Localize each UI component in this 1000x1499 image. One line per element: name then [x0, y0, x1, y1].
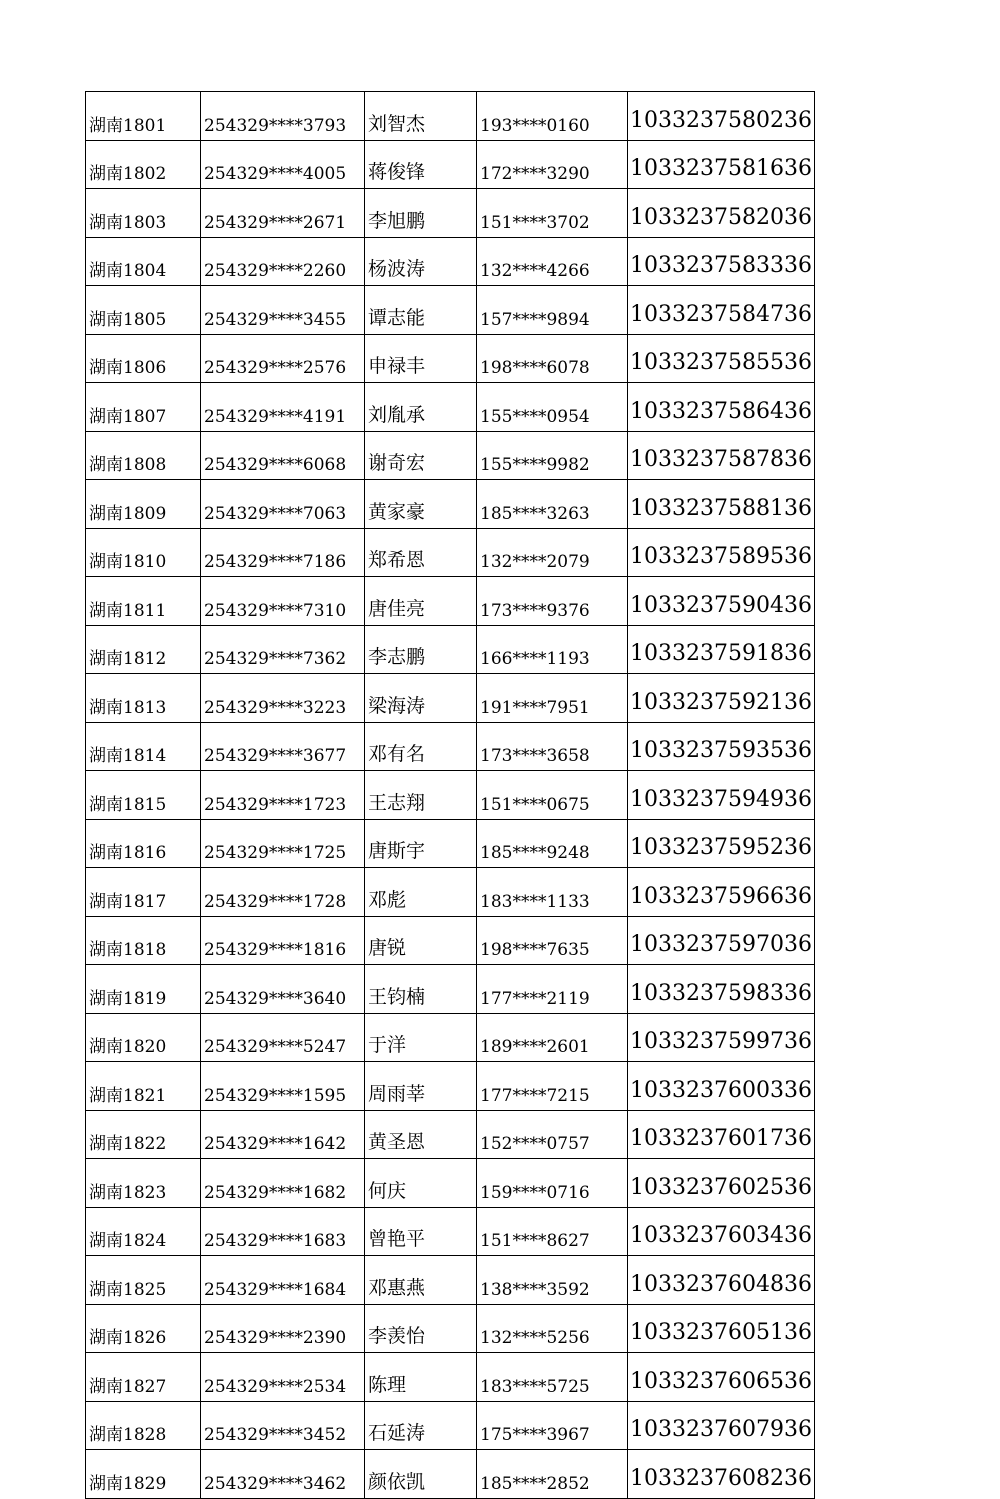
id-number-cell: 254329****3640: [201, 965, 365, 1014]
phone-cell: 177****7215: [477, 1062, 628, 1111]
region-cell: 湖南1829: [86, 1450, 201, 1499]
phone-cell: 175****3967: [477, 1401, 628, 1450]
name-cell: 李旭鹏: [365, 189, 477, 238]
serial-number-cell: 1033237591836: [628, 625, 815, 674]
id-number-cell: 254329****6068: [201, 431, 365, 480]
region-cell: 湖南1824: [86, 1207, 201, 1256]
phone-cell: 151****3702: [477, 189, 628, 238]
serial-number-cell: 1033237586436: [628, 383, 815, 432]
serial-number-cell: 1033237583336: [628, 237, 815, 286]
id-number-cell: 254329****2671: [201, 189, 365, 238]
serial-number-cell: 1033237581636: [628, 140, 815, 189]
id-number-cell: 254329****3462: [201, 1450, 365, 1499]
table-row: [86, 334, 815, 383]
id-number-cell: 254329****2260: [201, 237, 365, 286]
phone-cell: 155****0954: [477, 383, 628, 432]
table-row: [86, 1013, 815, 1062]
serial-number-cell: 1033237593536: [628, 722, 815, 771]
serial-number-cell: 1033237602536: [628, 1159, 815, 1208]
id-number-cell: 254329****1642: [201, 1110, 365, 1159]
phone-cell: 189****2601: [477, 1013, 628, 1062]
name-cell: 颜依凯: [365, 1450, 477, 1499]
phone-cell: 198****7635: [477, 916, 628, 965]
serial-number-cell: 1033237599736: [628, 1013, 815, 1062]
region-cell: 湖南1816: [86, 819, 201, 868]
name-cell: 于洋: [365, 1013, 477, 1062]
id-number-cell: 254329****3452: [201, 1401, 365, 1450]
id-number-cell: 254329****3455: [201, 286, 365, 335]
name-cell: 刘智杰: [365, 92, 477, 141]
phone-cell: 198****6078: [477, 334, 628, 383]
serial-number-cell: 1033237601736: [628, 1110, 815, 1159]
table-row: [86, 1062, 815, 1111]
table-row: [86, 1401, 815, 1450]
serial-number-cell: 1033237587836: [628, 431, 815, 480]
id-number-cell: 254329****7063: [201, 480, 365, 529]
data-table: [85, 91, 815, 1499]
region-cell: 湖南1810: [86, 528, 201, 577]
phone-cell: 193****0160: [477, 92, 628, 141]
name-cell: 李志鹏: [365, 625, 477, 674]
name-cell: 何庆: [365, 1159, 477, 1208]
phone-cell: 159****0716: [477, 1159, 628, 1208]
region-cell: 湖南1806: [86, 334, 201, 383]
name-cell: 唐锐: [365, 916, 477, 965]
name-cell: 杨波涛: [365, 237, 477, 286]
name-cell: 李羡怡: [365, 1304, 477, 1353]
id-number-cell: 254329****1723: [201, 771, 365, 820]
table-row: [86, 140, 815, 189]
region-cell: 湖南1819: [86, 965, 201, 1014]
serial-number-cell: 1033237590436: [628, 577, 815, 626]
region-cell: 湖南1811: [86, 577, 201, 626]
phone-cell: 155****9982: [477, 431, 628, 480]
table-row: [86, 237, 815, 286]
table-row: [86, 819, 815, 868]
region-cell: 湖南1828: [86, 1401, 201, 1450]
id-number-cell: 254329****1683: [201, 1207, 365, 1256]
table-row: [86, 577, 815, 626]
table-row: [86, 528, 815, 577]
name-cell: 蒋俊锋: [365, 140, 477, 189]
region-cell: 湖南1823: [86, 1159, 201, 1208]
name-cell: 郑希恩: [365, 528, 477, 577]
table-row: [86, 480, 815, 529]
name-cell: 王钧楠: [365, 965, 477, 1014]
phone-cell: 177****2119: [477, 965, 628, 1014]
region-cell: 湖南1815: [86, 771, 201, 820]
phone-cell: 172****3290: [477, 140, 628, 189]
phone-cell: 185****3263: [477, 480, 628, 529]
table-row: [86, 965, 815, 1014]
id-number-cell: 254329****3223: [201, 674, 365, 723]
table-row: [86, 1256, 815, 1305]
table-row: [86, 1159, 815, 1208]
serial-number-cell: 1033237597036: [628, 916, 815, 965]
phone-cell: 166****1193: [477, 625, 628, 674]
phone-cell: 157****9894: [477, 286, 628, 335]
serial-number-cell: 1033237594936: [628, 771, 815, 820]
region-cell: 湖南1813: [86, 674, 201, 723]
phone-cell: 191****7951: [477, 674, 628, 723]
region-cell: 湖南1803: [86, 189, 201, 238]
id-number-cell: 254329****4005: [201, 140, 365, 189]
serial-number-cell: 1033237595236: [628, 819, 815, 868]
table-row: [86, 1207, 815, 1256]
serial-number-cell: 1033237596636: [628, 868, 815, 917]
serial-number-cell: 1033237608236: [628, 1450, 815, 1499]
table-row: [86, 916, 815, 965]
name-cell: 谭志能: [365, 286, 477, 335]
id-number-cell: 254329****4191: [201, 383, 365, 432]
name-cell: 周雨莘: [365, 1062, 477, 1111]
table-row: [86, 674, 815, 723]
table-row: [86, 1304, 815, 1353]
name-cell: 曾艳平: [365, 1207, 477, 1256]
phone-cell: 138****3592: [477, 1256, 628, 1305]
table-row: [86, 286, 815, 335]
phone-cell: 151****8627: [477, 1207, 628, 1256]
serial-number-cell: 1033237592136: [628, 674, 815, 723]
id-number-cell: 254329****2576: [201, 334, 365, 383]
serial-number-cell: 1033237607936: [628, 1401, 815, 1450]
serial-number-cell: 1033237605136: [628, 1304, 815, 1353]
name-cell: 邓有名: [365, 722, 477, 771]
table-row: [86, 868, 815, 917]
name-cell: 谢奇宏: [365, 431, 477, 480]
name-cell: 石延涛: [365, 1401, 477, 1450]
phone-cell: 151****0675: [477, 771, 628, 820]
id-number-cell: 254329****7362: [201, 625, 365, 674]
id-number-cell: 254329****7186: [201, 528, 365, 577]
serial-number-cell: 1033237588136: [628, 480, 815, 529]
id-number-cell: 254329****3677: [201, 722, 365, 771]
region-cell: 湖南1814: [86, 722, 201, 771]
phone-cell: 185****9248: [477, 819, 628, 868]
id-number-cell: 254329****1728: [201, 868, 365, 917]
table-row: [86, 92, 815, 141]
serial-number-cell: 1033237585536: [628, 334, 815, 383]
id-number-cell: 254329****1684: [201, 1256, 365, 1305]
name-cell: 王志翔: [365, 771, 477, 820]
table-row: [86, 1353, 815, 1402]
name-cell: 邓彪: [365, 868, 477, 917]
region-cell: 湖南1821: [86, 1062, 201, 1111]
id-number-cell: 254329****1595: [201, 1062, 365, 1111]
serial-number-cell: 1033237582036: [628, 189, 815, 238]
serial-number-cell: 1033237604836: [628, 1256, 815, 1305]
region-cell: 湖南1827: [86, 1353, 201, 1402]
name-cell: 黄圣恩: [365, 1110, 477, 1159]
phone-cell: 183****5725: [477, 1353, 628, 1402]
table-row: [86, 1110, 815, 1159]
name-cell: 唐佳亮: [365, 577, 477, 626]
region-cell: 湖南1812: [86, 625, 201, 674]
region-cell: 湖南1817: [86, 868, 201, 917]
table-row: [86, 722, 815, 771]
table-row: [86, 431, 815, 480]
phone-cell: 183****1133: [477, 868, 628, 917]
serial-number-cell: 1033237598336: [628, 965, 815, 1014]
phone-cell: 132****2079: [477, 528, 628, 577]
phone-cell: 173****3658: [477, 722, 628, 771]
phone-cell: 132****5256: [477, 1304, 628, 1353]
id-number-cell: 254329****7310: [201, 577, 365, 626]
table-row: [86, 771, 815, 820]
id-number-cell: 254329****5247: [201, 1013, 365, 1062]
name-cell: 陈理: [365, 1353, 477, 1402]
phone-cell: 173****9376: [477, 577, 628, 626]
id-number-cell: 254329****2390: [201, 1304, 365, 1353]
region-cell: 湖南1805: [86, 286, 201, 335]
serial-number-cell: 1033237603436: [628, 1207, 815, 1256]
name-cell: 刘胤承: [365, 383, 477, 432]
table-row: [86, 383, 815, 432]
table-body: [86, 92, 815, 1499]
region-cell: 湖南1808: [86, 431, 201, 480]
table-row: [86, 625, 815, 674]
id-number-cell: 254329****2534: [201, 1353, 365, 1402]
region-cell: 湖南1801: [86, 92, 201, 141]
region-cell: 湖南1818: [86, 916, 201, 965]
region-cell: 湖南1825: [86, 1256, 201, 1305]
serial-number-cell: 1033237600336: [628, 1062, 815, 1111]
phone-cell: 185****2852: [477, 1450, 628, 1499]
region-cell: 湖南1804: [86, 237, 201, 286]
id-number-cell: 254329****1816: [201, 916, 365, 965]
name-cell: 邓惠燕: [365, 1256, 477, 1305]
table-row: [86, 1450, 815, 1499]
region-cell: 湖南1809: [86, 480, 201, 529]
region-cell: 湖南1822: [86, 1110, 201, 1159]
name-cell: 黄家豪: [365, 480, 477, 529]
phone-cell: 152****0757: [477, 1110, 628, 1159]
id-number-cell: 254329****1725: [201, 819, 365, 868]
name-cell: 申禄丰: [365, 334, 477, 383]
region-cell: 湖南1820: [86, 1013, 201, 1062]
region-cell: 湖南1826: [86, 1304, 201, 1353]
serial-number-cell: 1033237606536: [628, 1353, 815, 1402]
id-number-cell: 254329****3793: [201, 92, 365, 141]
region-cell: 湖南1807: [86, 383, 201, 432]
table-row: [86, 189, 815, 238]
serial-number-cell: 1033237580236: [628, 92, 815, 141]
name-cell: 梁海涛: [365, 674, 477, 723]
region-cell: 湖南1802: [86, 140, 201, 189]
phone-cell: 132****4266: [477, 237, 628, 286]
serial-number-cell: 1033237584736: [628, 286, 815, 335]
name-cell: 唐斯宇: [365, 819, 477, 868]
id-number-cell: 254329****1682: [201, 1159, 365, 1208]
serial-number-cell: 1033237589536: [628, 528, 815, 577]
